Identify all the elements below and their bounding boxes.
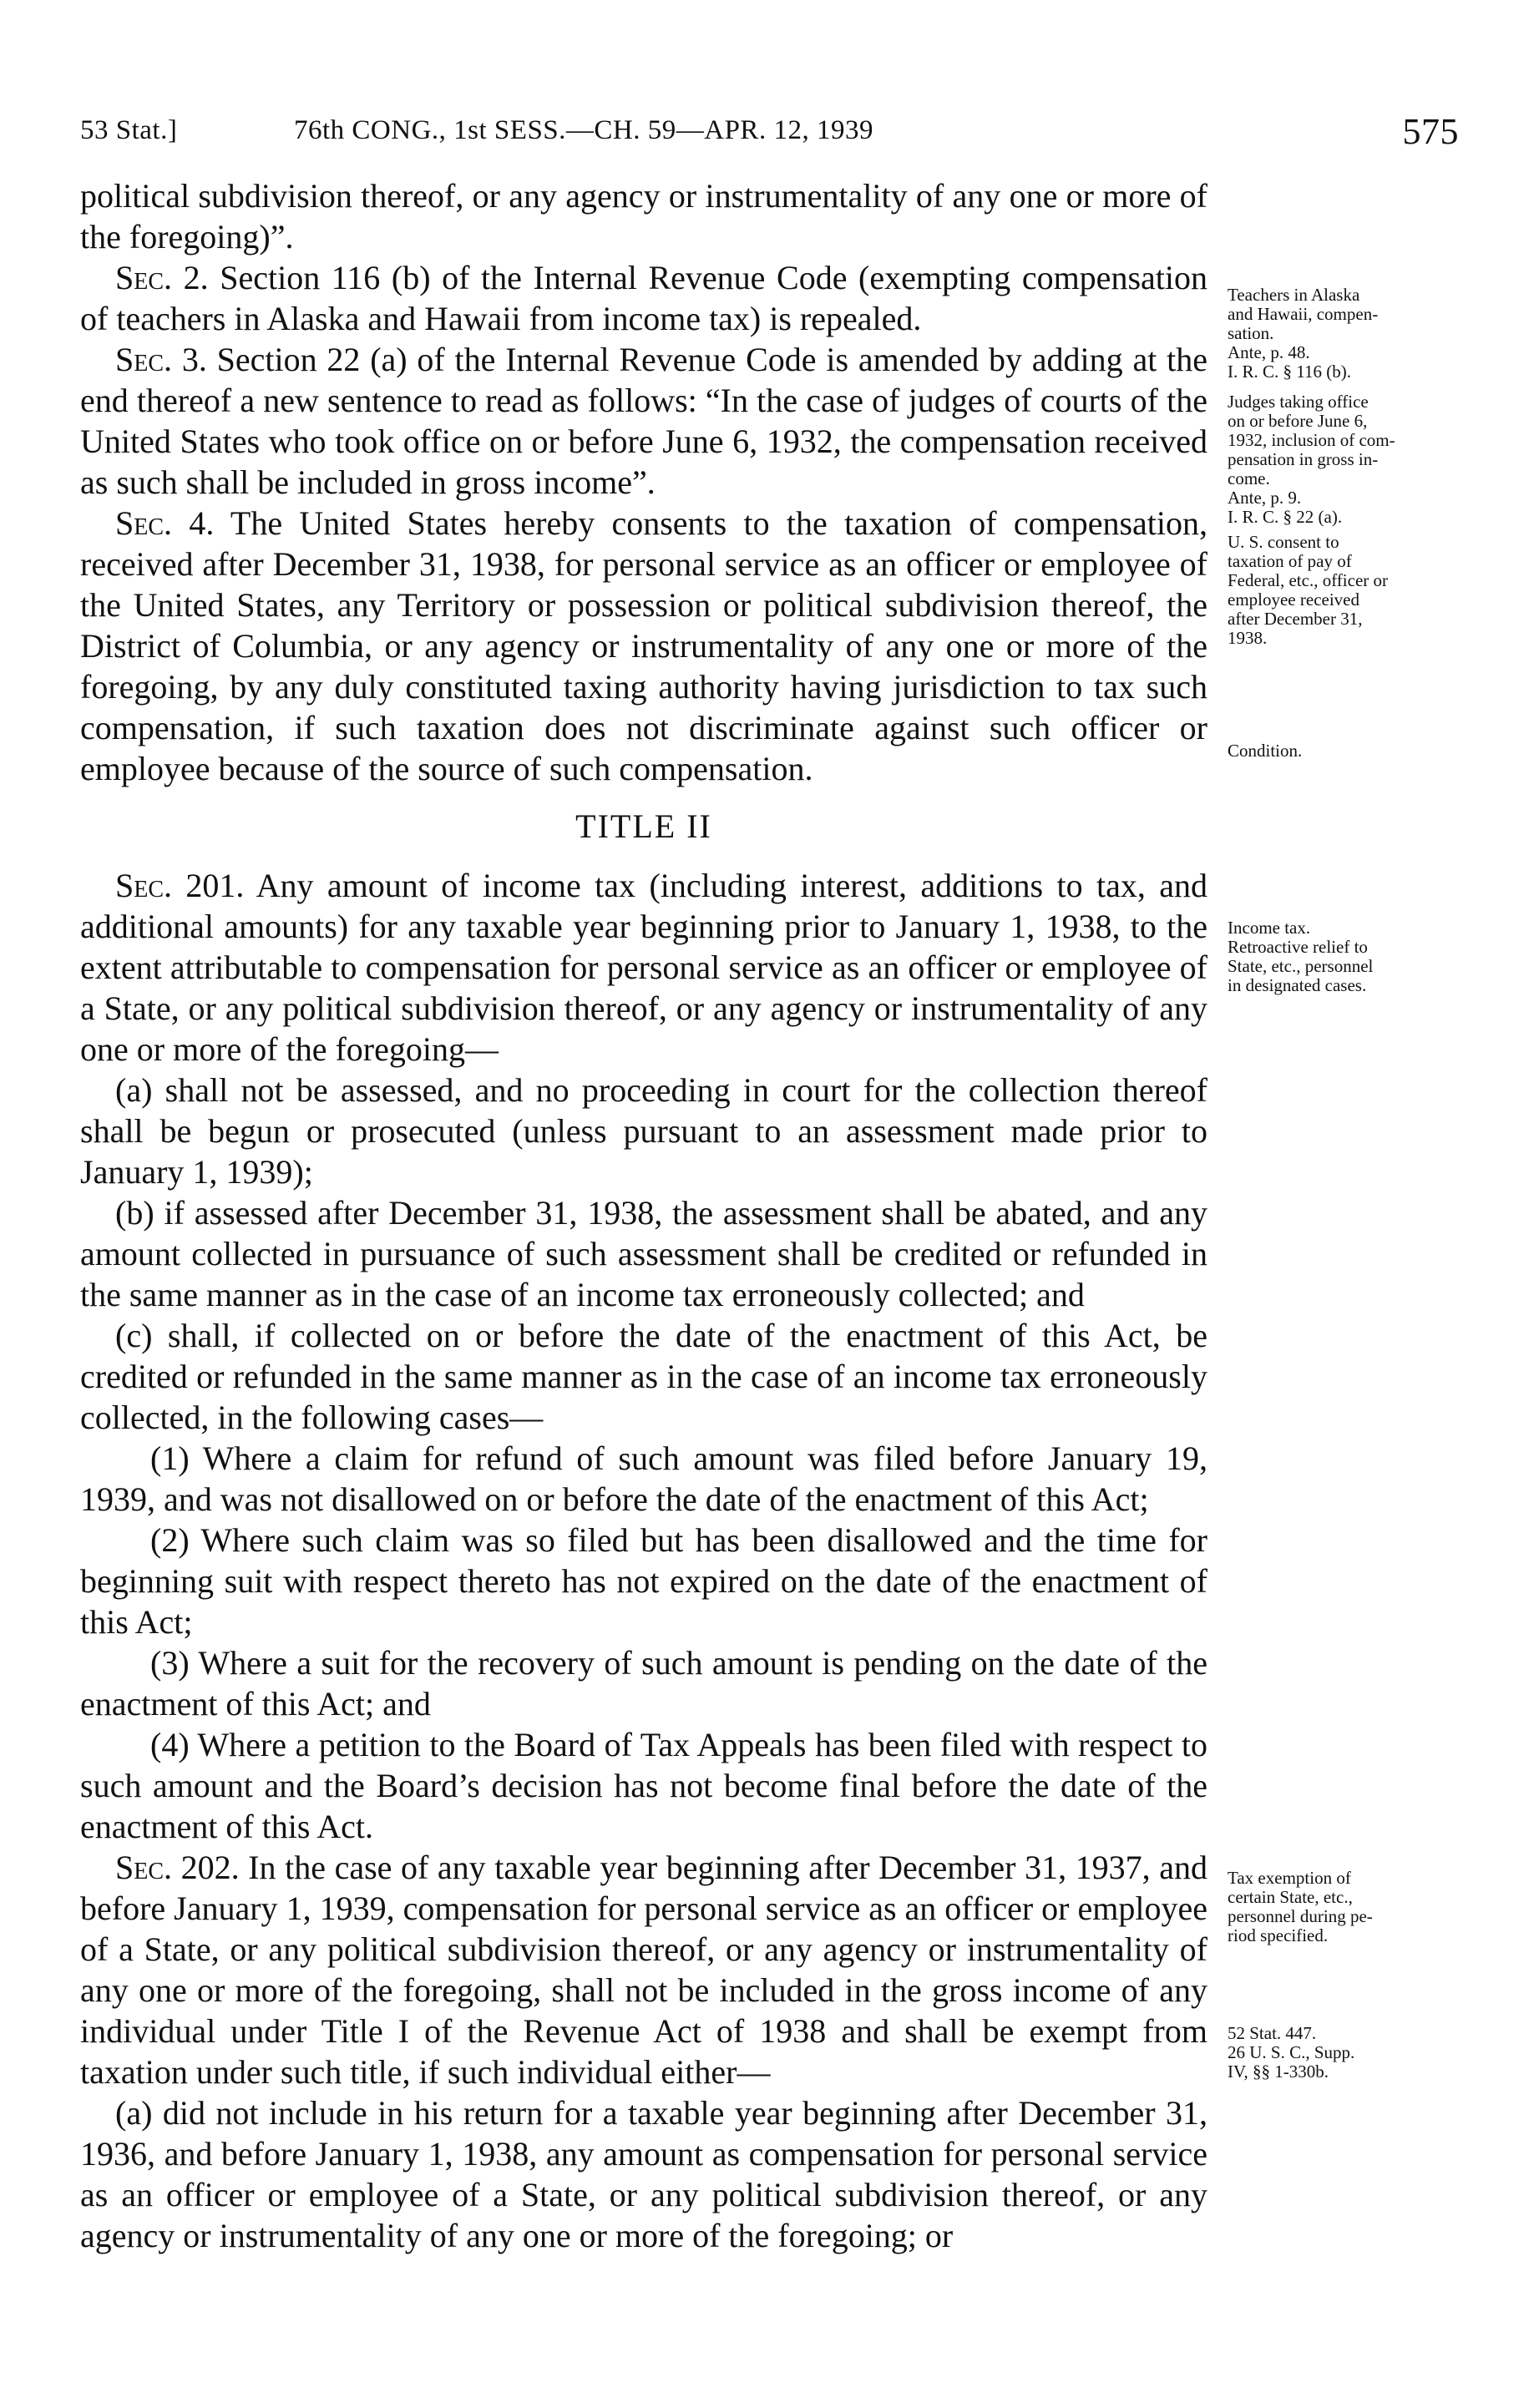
margin-note-line: Tax exemption of (1228, 1868, 1351, 1888)
section-201-c-4: (4) Where a petition to the Board of Tax Appeals has been filed with respect to such amount and the Board’s decision has not become final before the date of the enactment of this Act. (80, 1726, 1207, 1845)
margin-note-line: 26 U. S. C., Supp. (1228, 2042, 1355, 2062)
margin-note-line: Ante, p. 9. (1228, 488, 1302, 508)
section-2-text: Section 116 (b) of the Internal Revenue Code (exempting compensation of teachers in Alaska and Hawaii from income tax) is repealed. (80, 259, 1207, 337)
margin-note-line: 1932, inclusion of com- (1228, 430, 1395, 450)
margin-note-line: I. R. C. § 22 (a). (1228, 507, 1343, 527)
margin-note-line: sation. (1228, 323, 1274, 343)
margin-note-consent (1228, 533, 1478, 648)
margin-note-line: Ante, p. 48. (1228, 342, 1310, 362)
section-202-a: (a) did not include in his return for a taxable year beginning after December 31, 1936, and before January 1, 1938, any amount as compensation for personal service as an officer or employee of a State, or any political subdivision thereof, or any agency or instrumentality of any one or more of the foregoing; or (80, 2094, 1207, 2254)
margin-note-line: come. (1228, 468, 1270, 488)
margin-note-line: riod specified. (1228, 1925, 1329, 1945)
section-201-c-1: (1) Where a claim for refund of such amount was filed before January 19, 1939, and was not disallowed on or before the date of the enactment of this Act; (80, 1439, 1207, 1518)
section-3-text: Section 22 (a) of the Internal Revenue Code is amended by adding at the end thereof a new sentence to read as follows: “In the case of judges of courts of the United States who took office on or before June 6, 1932, the compensation received as such shall be included in gross income”. (80, 341, 1207, 501)
section-4 (80, 503, 1207, 789)
main-text-column (80, 175, 1207, 2256)
title-heading: TITLE II (575, 807, 712, 845)
section-4-label: Sec. 4. (115, 504, 215, 542)
section-2 (80, 257, 1207, 339)
section-4-text: The United States hereby consents to the taxation of compensation, received after December 31, 1938, for personal service as an officer or employee of the United States, any Territory or possession or political subdivision thereof, the District of Columbia, or any agency or instrumentality of any one or more of the foregoing, by any duly constituted taxing authority having jurisdiction to tax such compensation, if such taxation does not discriminate against such officer or employee because of the source of such compensation. (80, 504, 1208, 787)
section-201-a: (a) shall not be assessed, and no proceeding in court for the collection thereof shall be begun or prosecuted (unless pursuant to an assessment made prior to January 1, 1939); (80, 1071, 1207, 1191)
section-3-label: Sec. 3. (115, 341, 207, 378)
margin-note-line: pensation in gross in- (1228, 449, 1379, 469)
margin-note-line: after December 31, (1228, 609, 1363, 629)
section-201-c-3: (3) Where a suit for the recovery of such amount is pending on the date of the enactment of this Act; and (80, 1644, 1207, 1723)
section-201-text: Any amount of income tax (including interest, additions to tax, and additional amounts) for any taxable year beginning prior to January 1, 1938, to the extent attributable to compensation for personal service as an officer or employee of a State, or any political subdivision thereof, or any agency or instrumentality of any one or more of the foregoing— (80, 867, 1208, 1068)
paragraph-continuation: political subdivision thereof, or any agency or instrumentality of any one or more of the foregoing)”. (80, 177, 1207, 255)
section-201-b: (b) if assessed after December 31, 1938, the assessment shall be abated, and any amount collected in pursuance of such assessment shall be credited or refunded in the same manner as in the case of an income tax erroneously collected; and (80, 1194, 1207, 1313)
section-202 (80, 1847, 1207, 2092)
margin-note-line: 1938. (1228, 628, 1268, 648)
margin-note-line: State, etc., personnel (1228, 956, 1374, 976)
margin-note-line: on or before June 6, (1228, 411, 1368, 431)
margin-note-line: employee received (1228, 589, 1359, 610)
running-header (80, 110, 1459, 152)
margin-note-line: taxation of pay of (1228, 551, 1352, 571)
margin-note-citation (1228, 2024, 1478, 2082)
margin-note-line: I. R. C. § 116 (b). (1228, 362, 1351, 382)
margin-note-line: Teachers in Alaska (1228, 285, 1360, 305)
margin-note-line: Federal, etc., officer or (1228, 570, 1389, 590)
margin-note-judges (1228, 392, 1478, 527)
margin-note-line: Judges taking office (1228, 392, 1369, 412)
margin-note-teachers (1228, 286, 1478, 382)
margin-note-exemption (1228, 1869, 1478, 1945)
margin-note-line: and Hawaii, compen- (1228, 304, 1379, 324)
section-3 (80, 339, 1207, 503)
margin-note-line: in designated cases. (1228, 975, 1367, 995)
margin-note-line: U. S. consent to (1228, 532, 1339, 552)
section-201 (80, 865, 1207, 1070)
section-202-text: In the case of any taxable year beginning after December 31, 1937, and before January 1, 1939, compensation for personal service as an officer or employee of a State, or any political subdivision thereof, or any agency or instrumentality of any one or more of the foregoing, shall not be included in the gross income of any individual under Title I of the Revenue Act of 1938 and shall be exempt from taxation under such title, if such individual either— (80, 1849, 1207, 2091)
margin-note-income-tax (1228, 918, 1478, 995)
margin-note-line: 52 Stat. 447. (1228, 2023, 1317, 2043)
section-202-label: Sec. 202. (115, 1849, 240, 1886)
page-number: 575 (1402, 111, 1459, 152)
margin-note-line: Retroactive relief to (1228, 937, 1368, 957)
margin-note-condition (1228, 741, 1478, 761)
margin-note-line: certain State, etc., (1228, 1887, 1353, 1907)
margin-note-line: IV, §§ 1-330b. (1228, 2061, 1329, 2082)
header-session: 76th CONG., 1st SESS.—CH. 59—APR. 12, 1939 (294, 115, 873, 145)
margin-note-line: Income tax. (1228, 918, 1311, 938)
header-volume: 53 Stat.] (80, 115, 178, 145)
section-201-label: Sec. 201. (115, 867, 245, 904)
section-201-c: (c) shall, if collected on or before the date of the enactment of this Act, be credited or refunded in the same manner as in the case of an income tax erroneously collected, in the following cases— (80, 1317, 1207, 1436)
margin-note-line: personnel during pe- (1228, 1906, 1373, 1926)
section-2-label: Sec. 2. (115, 259, 209, 296)
section-201-c-2: (2) Where such claim was so filed but has been disallowed and the time for beginning suit with respect thereto has not expired on the date of the enactment of this Act; (80, 1521, 1207, 1641)
margin-note-line: Condition. (1228, 741, 1303, 761)
